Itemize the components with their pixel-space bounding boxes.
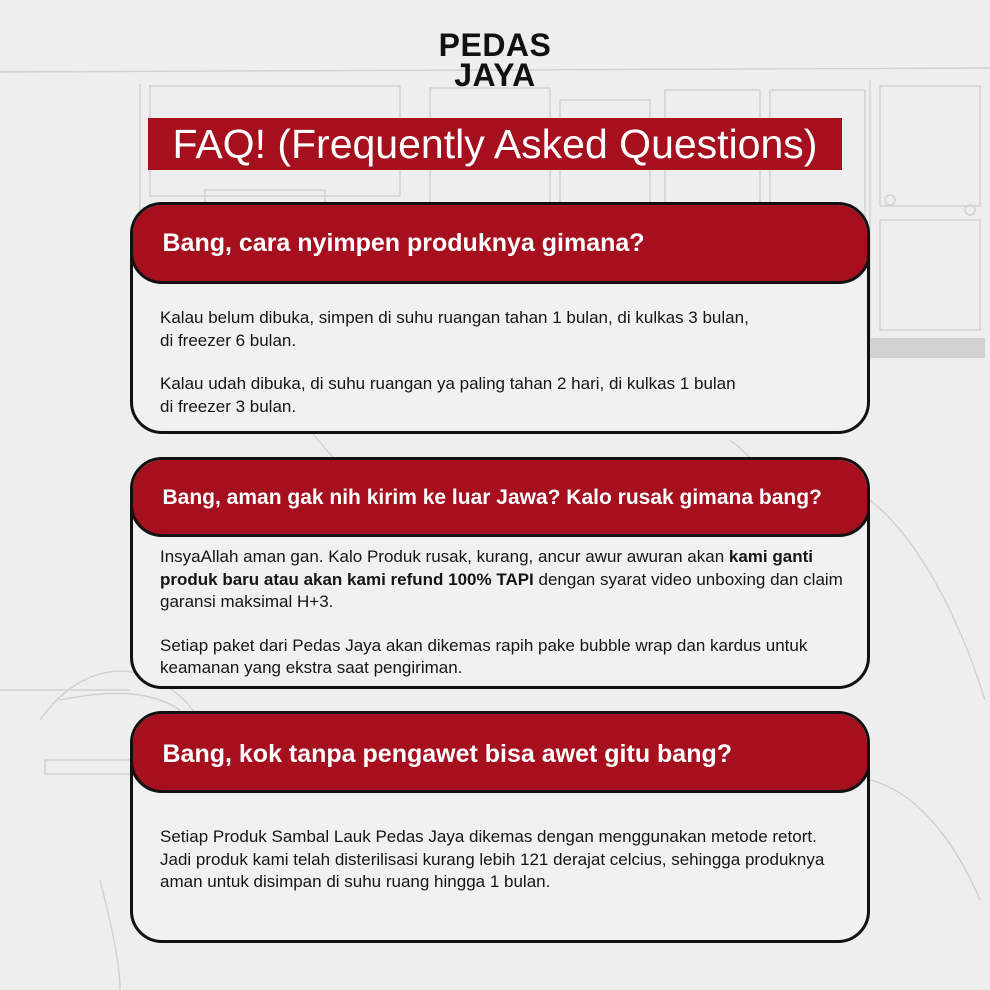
answer-emphasis: kami ganti produk baru atau akan kami refund 100% TAPI — [160, 547, 813, 589]
answer-text: dengan syarat video unboxing dan claim garansi maksimal H+3. — [160, 569, 843, 611]
faq-question-shipping: Bang, aman gak nih kirim ke luar Jawa? Kalo rusak gimana bang? — [130, 457, 870, 537]
brand-line-1: PEDAS — [438, 27, 552, 63]
faq-question-preservative: Bang, kok tanpa pengawet bisa awet gitu bang? — [130, 711, 870, 793]
brand-line-2: JAYA — [454, 57, 536, 93]
answer-text: InsyaAllah aman gan. Kalo Produk rusak, kurang, ancur awur awuran akan — [160, 547, 729, 566]
brand-logo — [0, 27, 990, 93]
faq-answer-shipping — [160, 546, 849, 680]
answer-line: Kalau belum dibuka, simpen di suhu ruangan tahan 1 bulan, di kulkas 3 bulan, — [160, 308, 749, 327]
faq-answer-preservative — [160, 826, 849, 894]
answer-line: di freezer 6 bulan. — [160, 330, 297, 350]
faq-card-storage — [130, 202, 870, 434]
answer-line: di freezer 3 bulan. — [160, 396, 297, 416]
page-title: FAQ! (Frequently Asked Questions) — [148, 118, 842, 170]
answer-paragraph: Setiap paket dari Pedas Jaya akan dikemas rapih pake bubble wrap dan kardus untuk keamanan yang ekstra saat pengiriman. — [160, 635, 808, 677]
answer-line: Kalau udah dibuka, di suhu ruangan ya paling tahan 2 hari, di kulkas 1 bulan — [160, 374, 736, 393]
faq-card-shipping — [130, 457, 870, 689]
answer-paragraph: Setiap Produk Sambal Lauk Pedas Jaya dikemas dengan menggunakan metode retort. Jadi produk kami telah disterilisasi kurang lebih 121 derajat celcius, sehingga produknya aman untuk disimpan di suhu ruang hingga 1 bulan. — [160, 827, 825, 891]
faq-answer-storage — [160, 307, 849, 418]
faq-card-preservative — [130, 711, 870, 943]
faq-question-storage: Bang, cara nyimpen produknya gimana? — [130, 202, 870, 284]
